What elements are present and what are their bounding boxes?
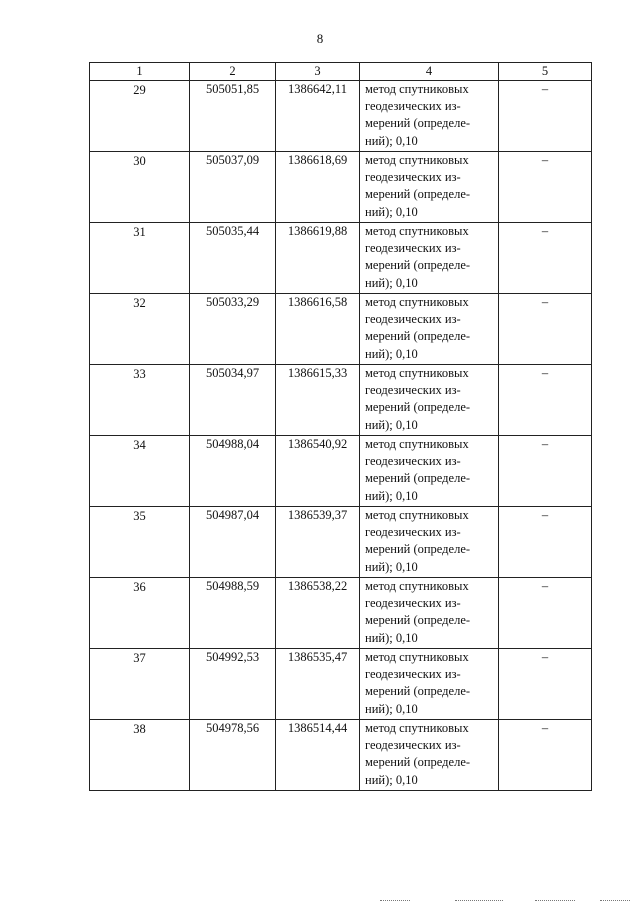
method-text-line: ний); 0,10	[365, 559, 418, 574]
table-header-row	[90, 63, 592, 81]
table-row	[90, 578, 592, 649]
method-text-line: ний); 0,10	[365, 204, 418, 219]
method-cell	[360, 365, 499, 436]
header-col-5: 5	[499, 63, 592, 81]
method-text-line: мерений (определе-	[365, 471, 471, 486]
point-number-cell: 38	[90, 720, 190, 791]
method-text-line: метод спутниковых	[365, 295, 469, 309]
coordinate-y-cell: 1386615,33	[276, 365, 360, 436]
description-cell: –	[499, 578, 592, 649]
description-cell: –	[499, 649, 592, 720]
description-cell: –	[499, 436, 592, 507]
coordinate-x-cell: 505051,85	[190, 81, 276, 152]
method-text-line: ний); 0,10	[365, 701, 418, 716]
method-text-line: ний); 0,10	[365, 488, 418, 503]
header-col-4: 4	[360, 63, 499, 81]
method-text-line: метод спутниковых	[365, 437, 469, 451]
method-text-line: ний); 0,10	[365, 133, 418, 148]
coordinate-x-cell: 505034,97	[190, 365, 276, 436]
method-text-line: геодезических из-	[365, 383, 461, 398]
method-text-line: ний); 0,10	[365, 346, 418, 361]
method-text-line: метод спутниковых	[365, 721, 469, 735]
point-number-cell: 31	[90, 223, 190, 294]
method-text-line: геодезических из-	[365, 312, 461, 327]
method-text-line: метод спутниковых	[365, 579, 469, 593]
method-text-line: геодезических из-	[365, 454, 461, 469]
point-number-cell: 37	[90, 649, 190, 720]
method-text-line: метод спутниковых	[365, 366, 469, 380]
method-text-line: геодезических из-	[365, 667, 461, 682]
method-text-line: ний); 0,10	[365, 772, 418, 787]
coordinates-table	[89, 62, 592, 791]
coordinate-y-cell: 1386514,44	[276, 720, 360, 791]
point-number-cell: 34	[90, 436, 190, 507]
coordinate-x-cell: 504978,56	[190, 720, 276, 791]
coordinate-y-cell: 1386540,92	[276, 436, 360, 507]
coordinate-y-cell: 1386538,22	[276, 578, 360, 649]
method-text-line: геодезических из-	[365, 170, 461, 185]
table-row	[90, 365, 592, 436]
table-row	[90, 152, 592, 223]
table-row	[90, 507, 592, 578]
point-number-cell: 36	[90, 578, 190, 649]
method-text-line: мерений (определе-	[365, 258, 471, 273]
coordinate-y-cell: 1386618,69	[276, 152, 360, 223]
table-row	[90, 649, 592, 720]
coordinate-x-cell: 504988,04	[190, 436, 276, 507]
coordinate-x-cell: 504987,04	[190, 507, 276, 578]
method-text-line: мерений (определе-	[365, 116, 471, 131]
description-cell: –	[499, 507, 592, 578]
page-number: 8	[316, 31, 324, 46]
header-col-3: 3	[276, 63, 360, 81]
method-text-line: ний); 0,10	[365, 630, 418, 645]
method-text-line: метод спутниковых	[365, 224, 469, 238]
table-row	[90, 720, 592, 791]
method-text-line: мерений (определе-	[365, 542, 471, 557]
header-col-1: 1	[90, 63, 190, 81]
method-cell	[360, 649, 499, 720]
coordinate-x-cell: 505033,29	[190, 294, 276, 365]
table-row	[90, 223, 592, 294]
table-row	[90, 294, 592, 365]
point-number-cell: 35	[90, 507, 190, 578]
method-text-line: геодезических из-	[365, 738, 461, 753]
description-cell: –	[499, 152, 592, 223]
description-cell: –	[499, 294, 592, 365]
header-col-2: 2	[190, 63, 276, 81]
method-text-line: метод спутниковых	[365, 82, 469, 96]
method-text-line: мерений (определе-	[365, 187, 471, 202]
method-cell	[360, 578, 499, 649]
coordinate-y-cell: 1386616,58	[276, 294, 360, 365]
point-number-cell: 29	[90, 81, 190, 152]
description-cell: –	[499, 720, 592, 791]
method-text-line: метод спутниковых	[365, 508, 469, 522]
coordinate-x-cell: 505037,09	[190, 152, 276, 223]
method-text-line: геодезических из-	[365, 99, 461, 114]
coordinate-x-cell: 504992,53	[190, 649, 276, 720]
method-text-line: мерений (определе-	[365, 684, 471, 699]
table-row	[90, 81, 592, 152]
scan-edge-marks	[0, 900, 640, 902]
coordinate-y-cell: 1386535,47	[276, 649, 360, 720]
method-text-line: мерений (определе-	[365, 329, 471, 344]
coordinate-x-cell: 504988,59	[190, 578, 276, 649]
point-number-cell: 30	[90, 152, 190, 223]
method-text-line: метод спутниковых	[365, 153, 469, 167]
table-row	[90, 436, 592, 507]
method-cell	[360, 294, 499, 365]
method-text-line: мерений (определе-	[365, 755, 471, 770]
method-text-line: геодезических из-	[365, 241, 461, 256]
coordinate-y-cell: 1386642,11	[276, 81, 360, 152]
method-text-line: геодезических из-	[365, 596, 461, 611]
coordinate-y-cell: 1386619,88	[276, 223, 360, 294]
point-number-cell: 32	[90, 294, 190, 365]
description-cell: –	[499, 365, 592, 436]
method-text-line: ний); 0,10	[365, 417, 418, 432]
method-text-line: мерений (определе-	[365, 613, 471, 628]
method-cell	[360, 152, 499, 223]
method-text-line: метод спутниковых	[365, 650, 469, 664]
method-text-line: ний); 0,10	[365, 275, 418, 290]
point-number-cell: 33	[90, 365, 190, 436]
method-cell	[360, 720, 499, 791]
method-text-line: геодезических из-	[365, 525, 461, 540]
method-cell	[360, 507, 499, 578]
coordinate-y-cell: 1386539,37	[276, 507, 360, 578]
method-cell	[360, 81, 499, 152]
description-cell: –	[499, 223, 592, 294]
method-cell	[360, 436, 499, 507]
method-cell	[360, 223, 499, 294]
coordinate-x-cell: 505035,44	[190, 223, 276, 294]
method-text-line: мерений (определе-	[365, 400, 471, 415]
description-cell: –	[499, 81, 592, 152]
